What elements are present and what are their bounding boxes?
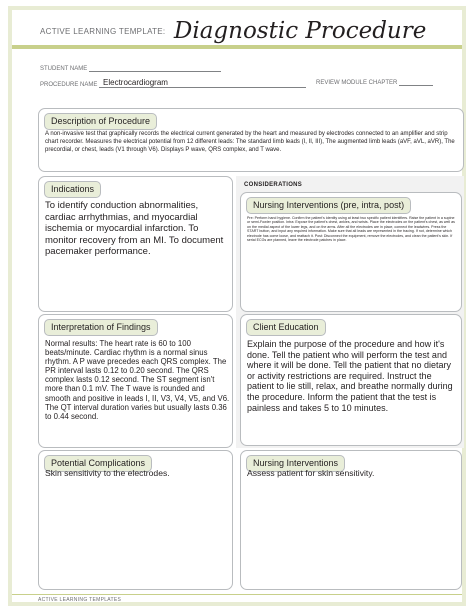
student-name-label: STUDENT NAME [40, 66, 88, 72]
description-heading: Description of Procedure [44, 113, 157, 130]
complication-interventions-heading: Nursing Interventions [246, 455, 345, 472]
header-rule [12, 45, 462, 49]
indications-box [38, 176, 233, 312]
review-module-label: REVIEW MODULE CHAPTER [316, 80, 398, 86]
footer-text: ACTIVE LEARNING TEMPLATES [38, 597, 122, 603]
client-education-text: Explain the purpose of the procedure and how it's done. Tell the patient who will perform the test and where it will be done. Tell the patient that no dietary or activity restrictions are required. Instruct the patient to lie still, relax, and breathe normally during the procedure. Inform the patient that the test is painless and takes 5 to 10 minutes. [247, 339, 453, 413]
student-name-input[interactable] [89, 71, 221, 72]
procedure-name-field [40, 78, 306, 88]
procedure-name-input[interactable] [99, 78, 306, 88]
interpretation-box [38, 314, 233, 448]
page-border [8, 6, 12, 606]
complications-box [38, 450, 233, 590]
student-name-field [40, 66, 221, 72]
description-text: A non-invasive test that graphically records the electrical current generated by the heart and measured by electrodes connected to an amplifier and strip chart recorder. Measures the electrical potential from 12 different leads: The standard limb leads (I, II, III), The augmented limb leads (aVF, aVL, aVR), The precordial, or chest, leads (V1 through V6). Displays P wave, QRS complex, and T wave. [45, 131, 455, 154]
nursing-pre-intra-post-heading: Nursing Interventions (pre, intra, post) [246, 197, 411, 214]
page-title: Diagnostic Procedure [173, 18, 427, 44]
description-box [38, 108, 464, 172]
nursing-pre-intra-post-text: Pre: Perform hand hygiene. Confirm the patient's identity using at least two specific patient identifiers. Raise the patient in a supine or semi-Fowler position. Intra: Expose the patient's chest, ankles, and wrists. Place the electrodes on the patient's chest, as well as on the medial aspect of the lower legs, and on the arms. After all the electrodes are in place, connect the leadwires. Press the START button, and input any required information. Make sure that all leads are represented in the tracing. If not, determine which electrode has come loose, and reattach it. Post: Disconnect the equipment, remove the electrodes, and clean the patient's skin. If serial ECGs are planned, leave the electrode patches in place. [247, 216, 455, 243]
procedure-name-label: PROCEDURE NAME [40, 82, 98, 88]
indications-heading: Indications [44, 181, 101, 198]
nursing-pre-intra-post-box [240, 192, 462, 312]
footer-rule [12, 594, 462, 595]
indications-text: To identify conduction abnormalities, cardiac arrhythmias, and myocardial ischemia or myocardial infarction. To monitor recovery from an MI. To document pacemaker performance. [45, 200, 224, 258]
considerations-label: CONSIDERATIONS [244, 182, 303, 188]
interpretation-text: Normal results: The heart rate is 60 to 100 beats/minute. Cardiac rhythm is a normal sinus rhythm. A P wave precedes each QRS complex. The PR interval lasts 0.12 to 0.20 second. The QRS complex lasts 0.12 second. The ST segment isn't more than 0.1 mV. The T wave is rounded and smooth and positive in leads I, II, V3, V4, V5, and V6. The QT interval duration varies but usually lasts 0.36 to 0.44 second. [45, 339, 230, 421]
review-module-input[interactable] [399, 85, 433, 86]
complication-interventions-text: Assess patient for skin sensitivity. [247, 468, 375, 478]
page-header [40, 18, 426, 44]
client-education-heading: Client Education [246, 319, 326, 336]
interpretation-heading: Interpretation of Findings [44, 319, 158, 336]
page-border [8, 6, 466, 10]
procedure-name-value: Electrocardiogram [103, 78, 168, 87]
client-education-box [240, 314, 462, 446]
complication-interventions-box [240, 450, 462, 590]
complications-text: Skin sensitivity to the electrodes. [45, 468, 170, 478]
template-prefix: ACTIVE LEARNING TEMPLATE: [40, 26, 166, 36]
review-module-field [316, 80, 433, 86]
complications-heading: Potential Complications [44, 455, 152, 472]
